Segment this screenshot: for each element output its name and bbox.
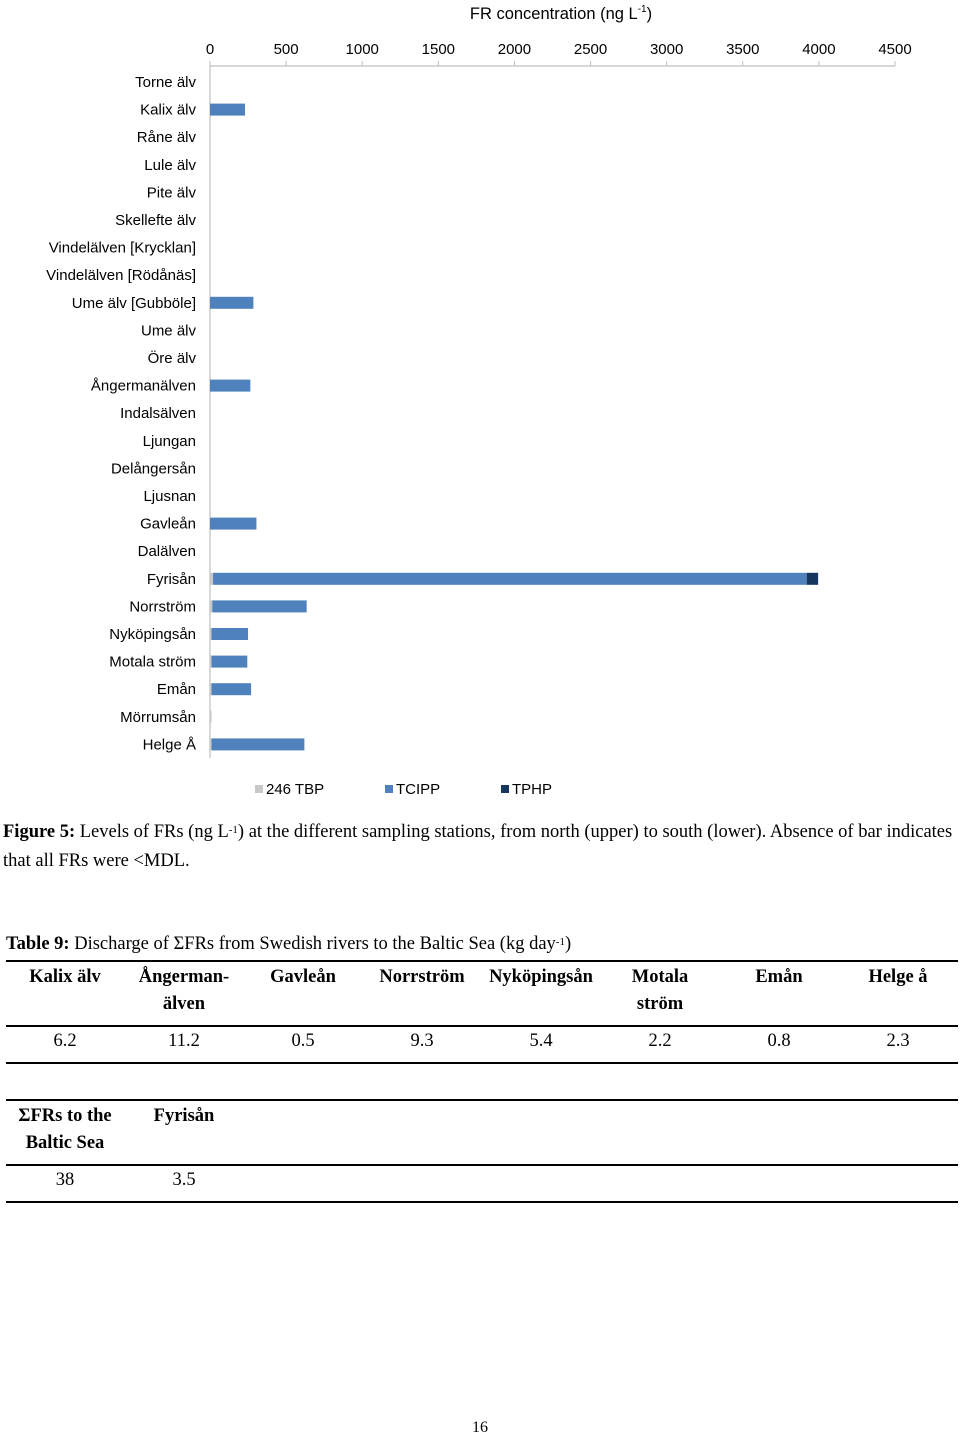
bar-segment	[213, 573, 807, 585]
column-header: Kalix älv	[29, 967, 101, 987]
y-category-label: Indalsälven	[120, 405, 196, 423]
bar-segment	[212, 738, 305, 750]
page-number: 16	[472, 1419, 488, 1436]
table-cell: 0.5	[291, 1031, 315, 1051]
y-category-label: Dalälven	[137, 543, 196, 561]
table-cell: 2.3	[886, 1031, 910, 1051]
y-category-label: Kalix älv	[140, 101, 196, 119]
table-title	[6, 930, 956, 958]
y-category-label: Ljungan	[142, 432, 196, 450]
table-rule-top-2	[6, 1099, 958, 1101]
y-category-label: Mörrumsån	[120, 708, 196, 726]
x-tick-label: 3000	[649, 41, 684, 58]
x-tick-label: 1000	[345, 41, 379, 58]
y-category-label: Emån	[156, 681, 196, 699]
figure-caption	[3, 818, 953, 876]
x-tick-label: 4500	[878, 41, 912, 58]
y-category-label: Nyköpingsån	[109, 626, 196, 643]
column-header: Nyköpingsån	[489, 967, 593, 987]
x-tick-label: 0	[205, 41, 215, 58]
y-axis	[46, 66, 210, 758]
x-tick-label: 2500	[573, 41, 608, 58]
x-tick-label: 1500	[421, 41, 456, 58]
table-rule-row-1	[6, 1062, 958, 1064]
column-header: Fyrisån	[153, 1106, 215, 1126]
bar-segment	[210, 573, 213, 585]
table-label: Table 9:	[6, 934, 70, 954]
legend-label: TPHP	[512, 781, 553, 798]
chart-title	[470, 4, 652, 23]
table-cell: 5.4	[529, 1031, 553, 1051]
legend-swatch	[255, 785, 263, 793]
table-cell: 11.2	[168, 1031, 200, 1051]
y-category-label: Vindelälven [Krycklan]	[48, 239, 196, 257]
bar-segment	[210, 600, 212, 612]
column-header: ΣFRs to the	[18, 1106, 112, 1126]
column-header: Emån	[755, 967, 803, 987]
bar-segment	[212, 628, 249, 640]
y-category-label: Fyrisån	[146, 570, 196, 588]
legend-swatch	[385, 785, 393, 793]
y-category-label: Norrström	[129, 598, 196, 616]
bar-segment	[807, 573, 818, 585]
x-tick-label: 500	[273, 41, 299, 58]
bars	[210, 104, 818, 751]
caption-text-a: Levels of FRs (ng L	[75, 822, 229, 842]
y-category-label: Gavleån	[140, 515, 196, 533]
y-category-label: Vindelälven [Rödånäs]	[46, 267, 196, 285]
y-category-label: Delångersån	[110, 460, 196, 478]
bar-segment	[210, 380, 250, 392]
table-title-text-a: Discharge of ΣFRs from Swedish rivers to the Baltic Sea (kg day	[69, 934, 556, 954]
x-axis	[206, 41, 912, 66]
table-cell: 2.2	[648, 1031, 672, 1051]
y-category-label: Ljusnan	[143, 488, 196, 505]
column-header: Norrström	[379, 967, 465, 987]
bar-segment	[210, 683, 212, 695]
legend-label: 246 TBP	[266, 781, 325, 798]
column-header-line-2: älven	[162, 994, 206, 1014]
table-rule-row-2	[6, 1201, 958, 1203]
x-tick-label: 2000	[497, 41, 532, 58]
column-header: Ångerman-	[138, 967, 230, 987]
y-category-label: Lule älv	[144, 156, 196, 174]
table-rule-header-1	[6, 1025, 958, 1027]
y-category-label: Pite älv	[146, 184, 196, 202]
legend-label: TCIPP	[396, 781, 441, 798]
y-category-label: Ume älv	[140, 322, 196, 340]
y-category-label: Skellefte älv	[115, 212, 196, 229]
bar-segment	[210, 297, 253, 309]
caption-superscript: -1	[228, 824, 238, 836]
bar-segment	[210, 518, 256, 530]
column-header-line-2: ström	[636, 994, 684, 1014]
table-title-superscript: -1	[555, 936, 565, 948]
y-category-label: Torne älv	[135, 74, 196, 91]
bar-segment	[210, 104, 245, 116]
y-category-label: Öre älv	[147, 350, 196, 367]
x-tick-label: 3500	[726, 41, 760, 58]
y-category-label: Ume älv [Gubböle]	[71, 294, 196, 312]
y-category-label: Helge Å	[142, 736, 196, 754]
table-rule-top	[6, 960, 958, 962]
bar-segment	[210, 656, 212, 668]
table-cell: 3.5	[172, 1170, 196, 1190]
x-tick-label: 4000	[802, 41, 836, 58]
bar-segment	[212, 656, 248, 668]
svg-text:FR concentration (ng L-1)	[470, 4, 652, 23]
table-cell: 9.3	[410, 1031, 434, 1051]
chart-title-suffix: )	[646, 5, 653, 23]
caption-text-b: ) at the different sampling stations, from north (upper) to south (lower). Absence of bar indicates that all FRs were <MDL.	[3, 822, 953, 871]
column-header-line-2: Baltic Sea	[25, 1133, 105, 1153]
bar-segment	[210, 711, 212, 723]
table-cell: 38	[55, 1170, 75, 1190]
column-header: Gavleån	[270, 967, 336, 987]
table-title-text-b: )	[564, 934, 572, 954]
chart-title-text: FR concentration (ng L	[469, 5, 638, 23]
y-category-label: Råne älv	[136, 129, 196, 147]
table-cell: 6.2	[53, 1031, 77, 1051]
bar-segment	[210, 738, 212, 750]
legend-swatch	[501, 785, 509, 793]
table-cell: 0.8	[767, 1031, 791, 1051]
column-header: Helge å	[868, 967, 928, 987]
figure-label: Figure 5:	[3, 822, 76, 842]
chart-title-superscript: -1	[637, 4, 647, 15]
legend	[255, 781, 552, 798]
bar-segment	[210, 628, 212, 640]
table-rule-header-2	[6, 1164, 958, 1166]
bar-segment	[212, 683, 252, 695]
y-category-label: Motala ström	[109, 653, 196, 671]
bar-segment	[212, 600, 306, 612]
y-category-label: Ångermanälven	[90, 377, 196, 395]
column-header: Motala	[631, 967, 689, 987]
